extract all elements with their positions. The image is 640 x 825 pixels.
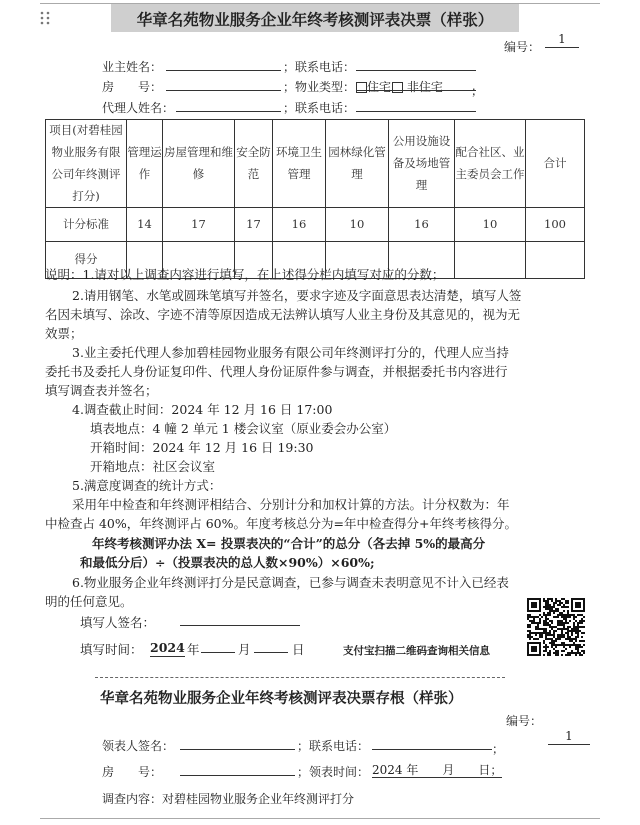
table-header-cell: 公用设施设备及场地管理: [389, 120, 455, 208]
table-header-cell: 项目(对碧桂园物业服务有限公司年终测评打分): [46, 120, 127, 208]
stub-contact-field[interactable]: [372, 737, 492, 750]
standard-value: 14: [127, 208, 163, 242]
property-type-semicolon: ；: [471, 84, 484, 98]
stub-title: 华章名苑物业服务企业年终考核测评表决票存根（样张）: [100, 690, 463, 707]
stub-contact-label: ；联系电话：: [297, 739, 370, 753]
stub-serial-value[interactable]: 1: [548, 729, 590, 745]
standard-label: 计分标准: [46, 208, 127, 242]
filler-sign-field[interactable]: [180, 613, 300, 626]
note-6a: 6.物业服务企业年终测评打分是民意调查，已参与调查未表明意见不计入已经表: [72, 575, 509, 590]
table-header-cell: 配合社区、业主委员会工作: [455, 120, 526, 208]
property-type-label: ；物业类型：: [283, 80, 356, 94]
room-label: 房 号：: [102, 80, 163, 94]
agent-name-field[interactable]: [176, 99, 281, 112]
standard-value: 17: [235, 208, 273, 242]
page-title: 华章名苑物业服务企业年终考核测评表决票（样张）: [136, 10, 494, 29]
note-1: 说明：1.请对以上调查内容进行填写，在上述得分栏内填写对应的分数；: [45, 267, 445, 282]
fill-time-yue: 月: [238, 642, 251, 657]
owner-name-field[interactable]: [166, 58, 281, 71]
fill-time-month-field[interactable]: [201, 640, 235, 653]
cut-line: [95, 677, 505, 678]
standard-value: 10: [326, 208, 389, 242]
contact1-label: ；联系电话：: [283, 60, 356, 74]
table-header-cell: 房屋管理和维修: [163, 120, 235, 208]
stub-receiver-field[interactable]: [180, 737, 295, 750]
table-header-cell: 园林绿化管理: [326, 120, 389, 208]
note-4d: 开箱地点：社区会议室: [90, 459, 216, 474]
contact2-label: ；联系电话：: [283, 101, 356, 115]
fill-time-year[interactable]: 2024: [150, 640, 185, 655]
note-5a: 采用年中检查和年终测评相结合、分别计分和加权计算的方法。计分权数为：年: [72, 497, 510, 512]
note-2b: 名因未填写、涂改、字迹不清等原因造成无法辨认填写人业主身份及其意见的，视为无: [45, 307, 521, 322]
table-header-cell: 安全防范: [235, 120, 273, 208]
table-header-cell: 环境卫生管理: [273, 120, 326, 208]
contact2-field[interactable]: [356, 99, 476, 112]
non-residential-label: 非住宅: [406, 80, 443, 94]
drag-handle-icon[interactable]: [40, 10, 50, 26]
table-header-cell: 合计: [526, 120, 585, 208]
note-5b: 中检查占 40%，年终测评占 60%。年度考核总分为=年中检查得分+年终考核得分。: [45, 516, 517, 531]
stub-receiver-label: 领表人签名：: [102, 739, 175, 753]
fill-time-label: 填写时间：: [80, 642, 143, 657]
note-4b: 填表地点：4 幢 2 单元 1 楼会议室（原业委会办公室）: [90, 421, 397, 436]
stub-room-field[interactable]: [180, 763, 295, 776]
note-5: 5.满意度调查的统计方式：: [72, 478, 222, 493]
fill-time-ri: 日: [292, 642, 305, 657]
stub-receive-time-value[interactable]: 2024 年 月 日；: [372, 763, 503, 777]
residential-label: 住宅: [367, 80, 392, 94]
standard-value: 10: [455, 208, 526, 242]
stub-serial-label: 编号：: [506, 714, 543, 728]
owner-name-label: 业主姓名：: [102, 60, 163, 74]
contact1-field[interactable]: [356, 58, 476, 71]
fill-time-day-field[interactable]: [254, 640, 288, 653]
stub-content: 调查内容：对碧桂园物业服务企业年终测评打分: [102, 792, 355, 806]
note-5c: 年终考核测评办法 X= 投票表决的“合计”的总分（各去掉 5%的最高分: [92, 536, 486, 551]
note-2c: 效票；: [45, 326, 83, 341]
note-4c: 开箱时间：2024 年 12 月 16 日 19:30: [90, 440, 314, 455]
qr-caption: 支付宝扫描二维码查询相关信息: [343, 645, 490, 657]
agent-name-label: 代理人姓名：: [102, 101, 175, 115]
bottom-rule: [40, 818, 600, 819]
note-5d: 和最低分后）÷（投票表决的总人数×90%）×60%;: [80, 555, 375, 570]
note-4: 4.调查截止时间：2024 年 12 月 16 日 17:00: [72, 402, 333, 417]
room-field[interactable]: [166, 78, 281, 91]
top-rule: [40, 3, 600, 4]
standard-value: 17: [163, 208, 235, 242]
score-cell[interactable]: [526, 242, 585, 279]
serial-label: 编号：: [504, 40, 541, 54]
qr-code-icon: [527, 598, 585, 656]
stub-contact-semicolon: ；: [492, 742, 505, 756]
stub-room-label: 房 号：: [102, 765, 163, 779]
standard-value: 16: [273, 208, 326, 242]
standard-value: 100: [526, 208, 585, 242]
score-cell[interactable]: [455, 242, 526, 279]
note-3b: 委托书及委托人身份证复印件、代理人身份证原件参与调查，并根据委托书内容进行: [45, 364, 508, 379]
table-header-cell: 管理运作: [127, 120, 163, 208]
property-type-underline: [356, 78, 476, 91]
filler-sign-label: 填写人签名：: [80, 615, 156, 630]
table-row: [46, 208, 585, 242]
table-header-row: [46, 120, 585, 208]
note-6b: 明的任何意见。: [45, 594, 133, 609]
serial-value[interactable]: 1: [545, 32, 579, 48]
score-table: [45, 119, 585, 279]
note-3c: 填写调查表并签名；: [45, 383, 158, 398]
note-3a: 3.业主委托代理人参加碧桂园物业服务有限公司年终测评打分的，代理人应当持: [72, 345, 509, 360]
stub-receive-time-label: ；领表时间：: [297, 765, 370, 779]
note-2a: 2.请用钢笔、水笔或圆珠笔填写并签名，要求字迹及字面意思表达清楚，填写人签: [72, 288, 522, 303]
score-label: 得分: [46, 242, 127, 279]
fill-time-nian: 年: [187, 642, 200, 657]
standard-value: 16: [389, 208, 455, 242]
